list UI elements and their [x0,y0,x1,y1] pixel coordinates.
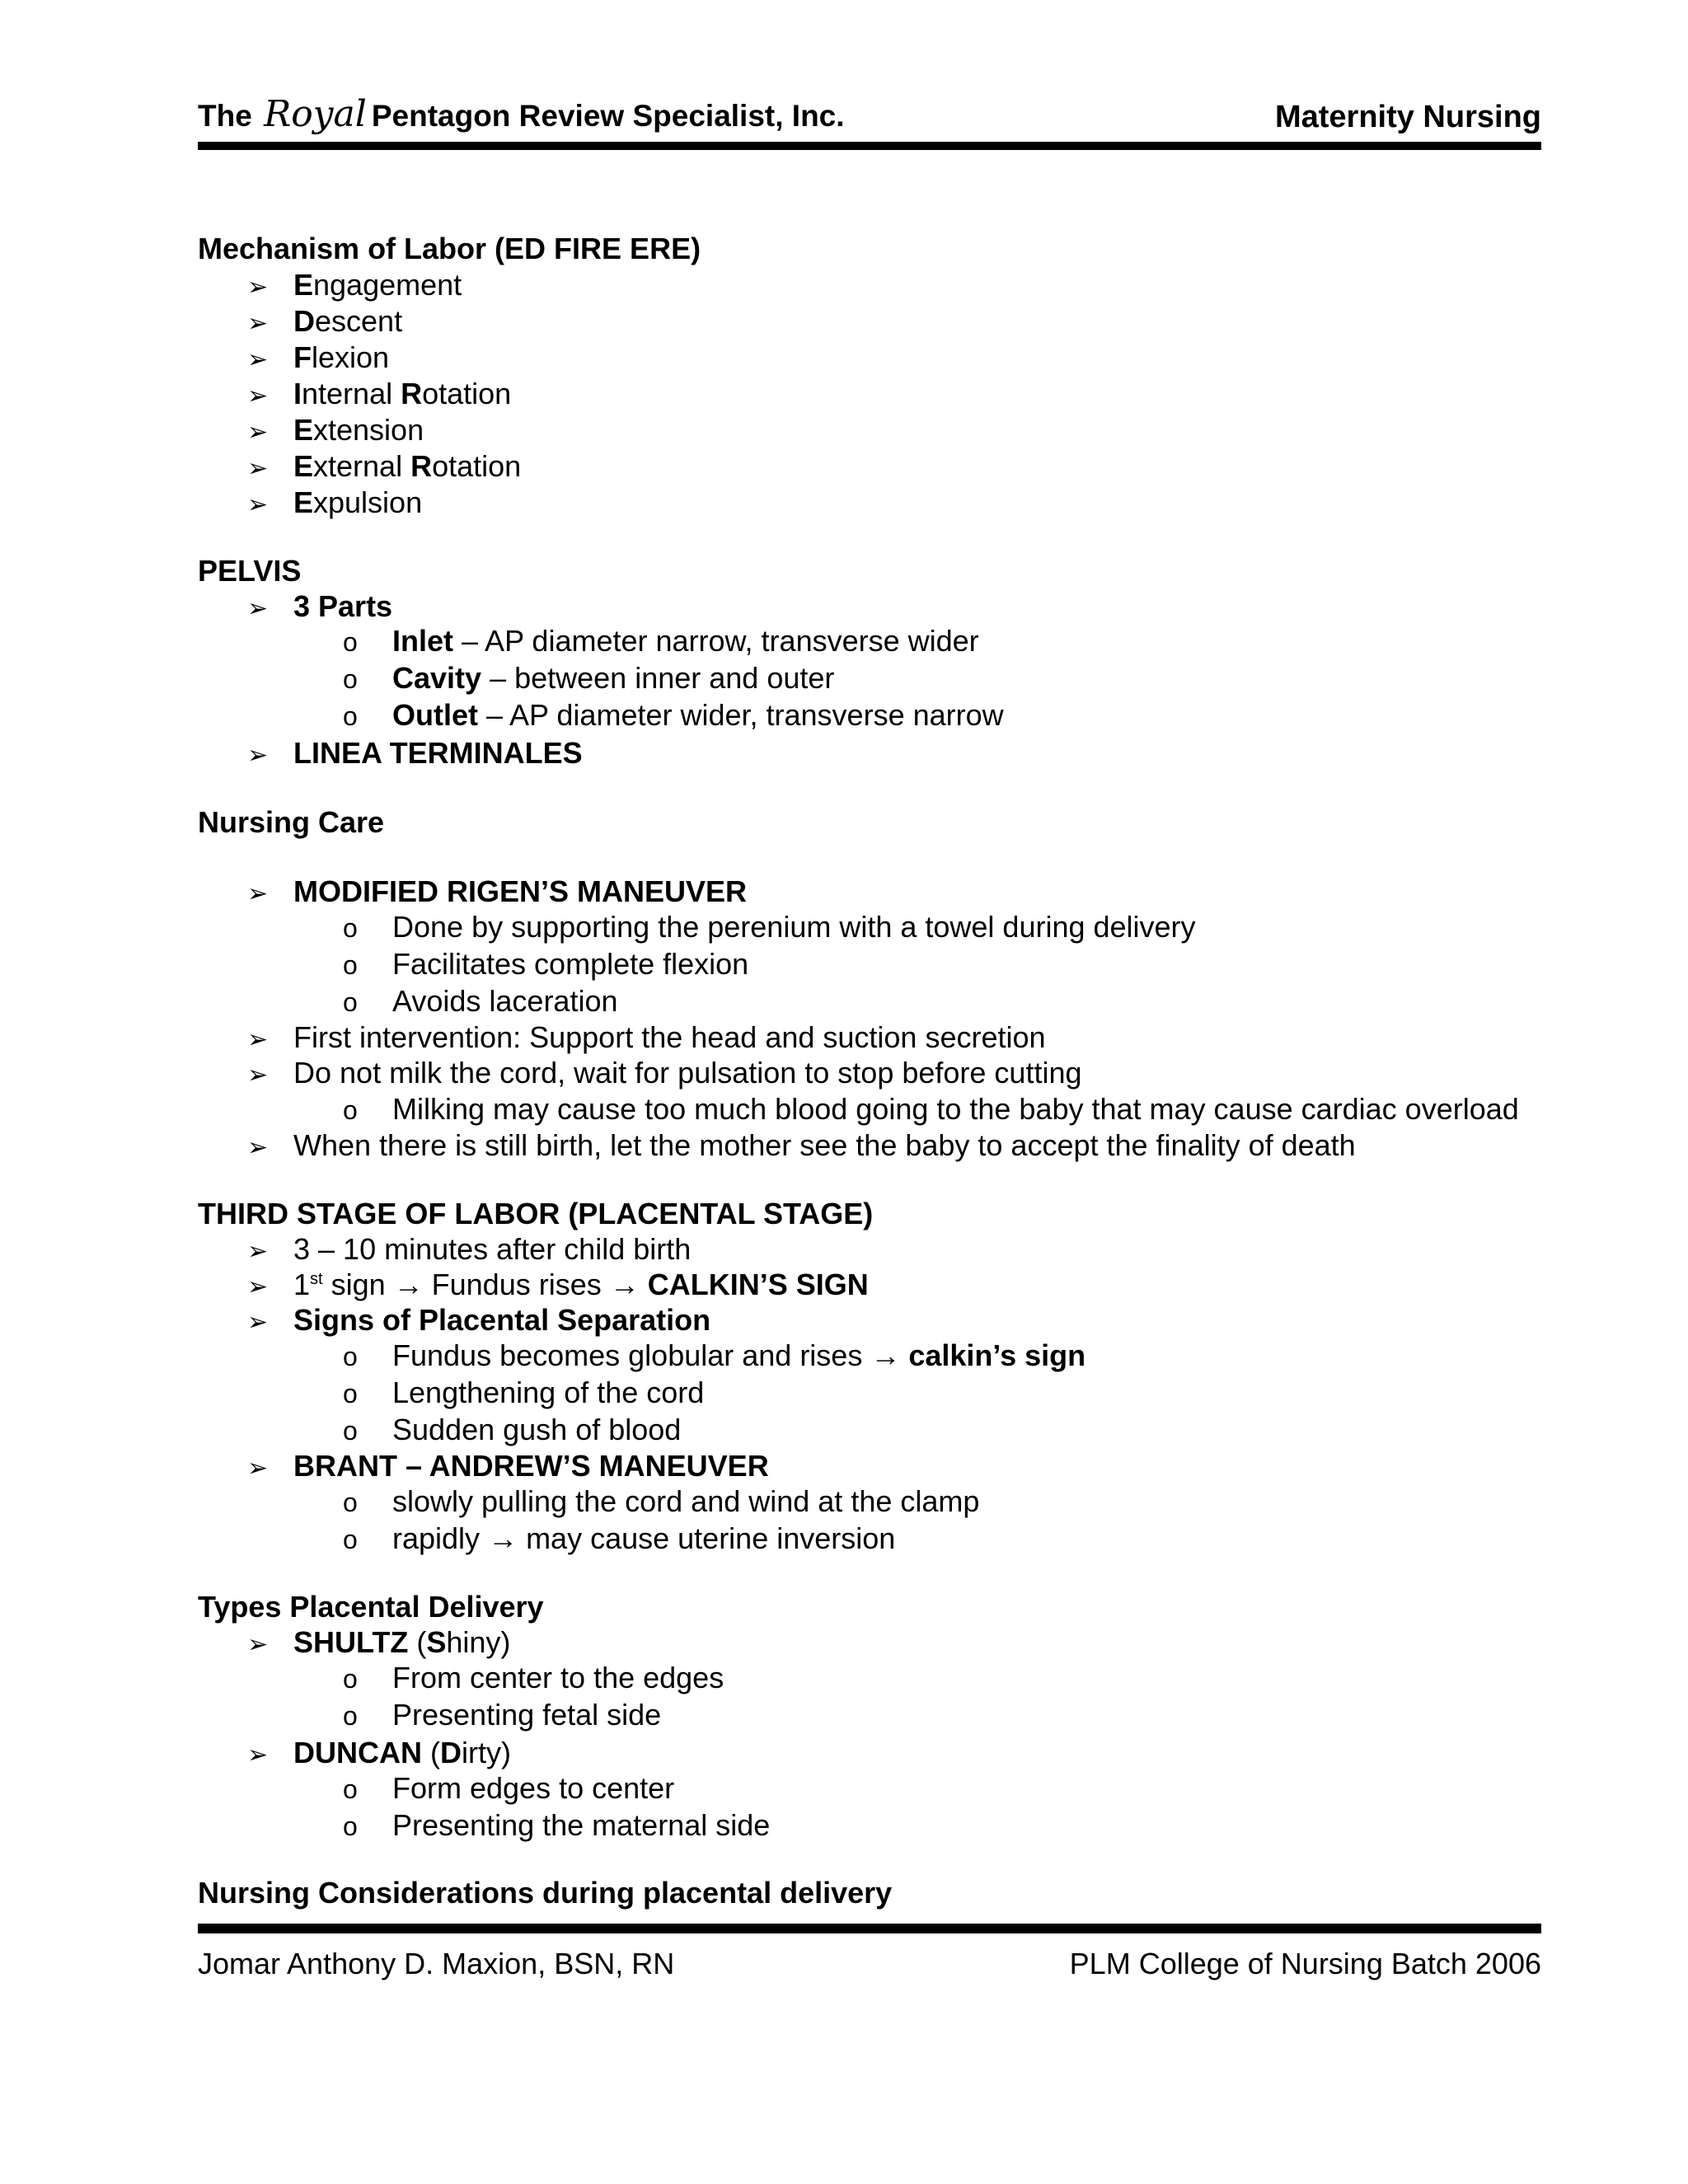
arrow-right-icon: → [870,1338,901,1372]
circle-bullet-icon: o [343,987,358,1017]
footer-rule [198,1924,1541,1933]
sub-list-item: o Avoids laceration [343,984,618,1018]
list-item: ➢ 3 Parts [247,589,293,626]
section-title-nursing-care: Nursing Care [198,805,385,839]
arrowhead-bullet-icon: ➢ [247,1631,269,1658]
arrowhead-bullet-icon: ➢ [247,1741,269,1769]
arrowhead-bullet-icon: ➢ [247,742,269,769]
arrow-right-icon: → [609,1268,640,1301]
list-item: ➢ 3 – 10 minutes after child birth [247,1232,293,1269]
arrowhead-bullet-icon: ➢ [247,1455,269,1482]
sub-list-item: o Fundus becomes globular and rises → calkin’s sign [343,1338,1086,1372]
list-item: ➢ Internal Rotation [247,377,293,414]
list-item: ➢ DUNCAN (Dirty) [247,1736,293,1773]
header-org-name: Pentagon Review Specialist, Inc. [371,99,845,133]
sub-list-item: o rapidly → may cause uterine inversion [343,1521,896,1555]
arrowhead-bullet-icon: ➢ [247,274,269,301]
section-title-third-stage: THIRD STAGE OF LABOR (PLACENTAL STAGE) [198,1197,874,1230]
sub-list-item: o Milking may cause too much blood going to the baby that may cause cardiac overload [343,1092,1519,1126]
list-item: ➢ Expulsion [247,485,293,523]
arrowhead-bullet-icon: ➢ [247,310,269,337]
list-item: ➢ Descent [247,304,293,341]
circle-bullet-icon: o [343,627,358,657]
sub-list-item: o slowly pulling the cord and wind at the clamp [343,1484,980,1518]
sub-list-item: o Cavity – between inner and outer [343,661,835,695]
sub-list-item: o Lengthening of the cord [343,1376,705,1409]
section-title-mechanism: Mechanism of Labor (ED FIRE ERE) [198,232,701,265]
arrowhead-bullet-icon: ➢ [247,1309,269,1336]
sub-list-item: o Presenting the maternal side [343,1808,771,1842]
arrow-right-icon: → [488,1521,518,1555]
arrowhead-bullet-icon: ➢ [247,1062,269,1089]
circle-bullet-icon: o [343,701,358,731]
sub-list-item: o Sudden gush of blood [343,1413,682,1446]
circle-bullet-icon: o [343,1811,358,1841]
list-item: ➢ Flexion [247,340,293,377]
list-item: ➢ 1st sign → Fundus rises → CALKIN’S SIGN [247,1268,293,1305]
arrowhead-bullet-icon: ➢ [247,1273,269,1301]
footer-institution: PLM College of Nursing Batch 2006 [1069,1947,1541,1980]
sub-list-item: o Done by supporting the perenium with a towel during delivery [343,910,1196,944]
list-item: ➢ SHULTZ (Shiny) [247,1625,293,1662]
arrowhead-bullet-icon: ➢ [247,419,269,446]
list-item: ➢ Do not milk the cord, wait for pulsation to stop before cutting [247,1056,293,1093]
list-item: ➢ Extension [247,413,293,450]
circle-bullet-icon: o [343,1342,358,1371]
section-title-types: Types Placental Delivery [198,1590,544,1624]
page-header [198,92,1541,142]
list-item: ➢ When there is still birth, let the mother see the baby to accept the finality of death [247,1128,293,1165]
section-title-pelvis: PELVIS [198,554,302,588]
arrowhead-bullet-icon: ➢ [247,1238,269,1265]
list-item: ➢ External Rotation [247,449,293,486]
circle-bullet-icon: o [343,1525,358,1554]
list-item: ➢ Engagement [247,268,293,305]
header-organization [198,93,845,135]
circle-bullet-icon: o [343,664,358,694]
circle-bullet-icon: o [343,1379,358,1408]
sub-list-item: o From center to the edges [343,1661,724,1694]
circle-bullet-icon: o [343,913,358,943]
circle-bullet-icon: o [343,950,358,980]
header-org-prefix: The [198,99,252,133]
page-footer [198,1947,1541,1988]
section-title-considerations: Nursing Considerations during placental delivery [198,1876,893,1910]
arrow-right-icon: → [393,1268,424,1301]
arrowhead-bullet-icon: ➢ [247,880,269,907]
arrowhead-bullet-icon: ➢ [247,491,269,518]
header-rule [198,142,1541,150]
sub-list-item: o Presenting fetal side [343,1698,662,1732]
footer-author: Jomar Anthony D. Maxion, BSN, RN [198,1947,675,1980]
arrowhead-bullet-icon: ➢ [247,595,269,622]
arrowhead-bullet-icon: ➢ [247,346,269,373]
header-org-royal: Royal [264,93,367,135]
circle-bullet-icon: o [343,1664,358,1694]
circle-bullet-icon: o [343,1416,358,1446]
list-item: ➢ First intervention: Support the head and suction secretion [247,1020,293,1057]
circle-bullet-icon: o [343,1488,358,1517]
arrowhead-bullet-icon: ➢ [247,1026,269,1053]
sub-list-item: o Inlet – AP diameter narrow, transverse wider [343,624,979,658]
arrowhead-bullet-icon: ➢ [247,382,269,410]
header-subject: Maternity Nursing [1274,100,1541,134]
list-item: ➢ BRANT – ANDREW’S MANEUVER [247,1449,293,1486]
circle-bullet-icon: o [343,1095,358,1125]
list-item: ➢ Signs of Placental Separation [247,1303,293,1340]
circle-bullet-icon: o [343,1701,358,1731]
sub-list-item: o Outlet – AP diameter wider, transverse narrow [343,698,1004,732]
circle-bullet-icon: o [343,1774,358,1804]
list-item: ➢ LINEA TERMINALES [247,736,293,773]
list-item: ➢ MODIFIED RIGEN’S MANEUVER [247,874,293,912]
sub-list-item: o Facilitates complete flexion [343,947,749,981]
arrowhead-bullet-icon: ➢ [247,1134,269,1161]
arrowhead-bullet-icon: ➢ [247,455,269,482]
sub-list-item: o Form edges to center [343,1771,675,1805]
